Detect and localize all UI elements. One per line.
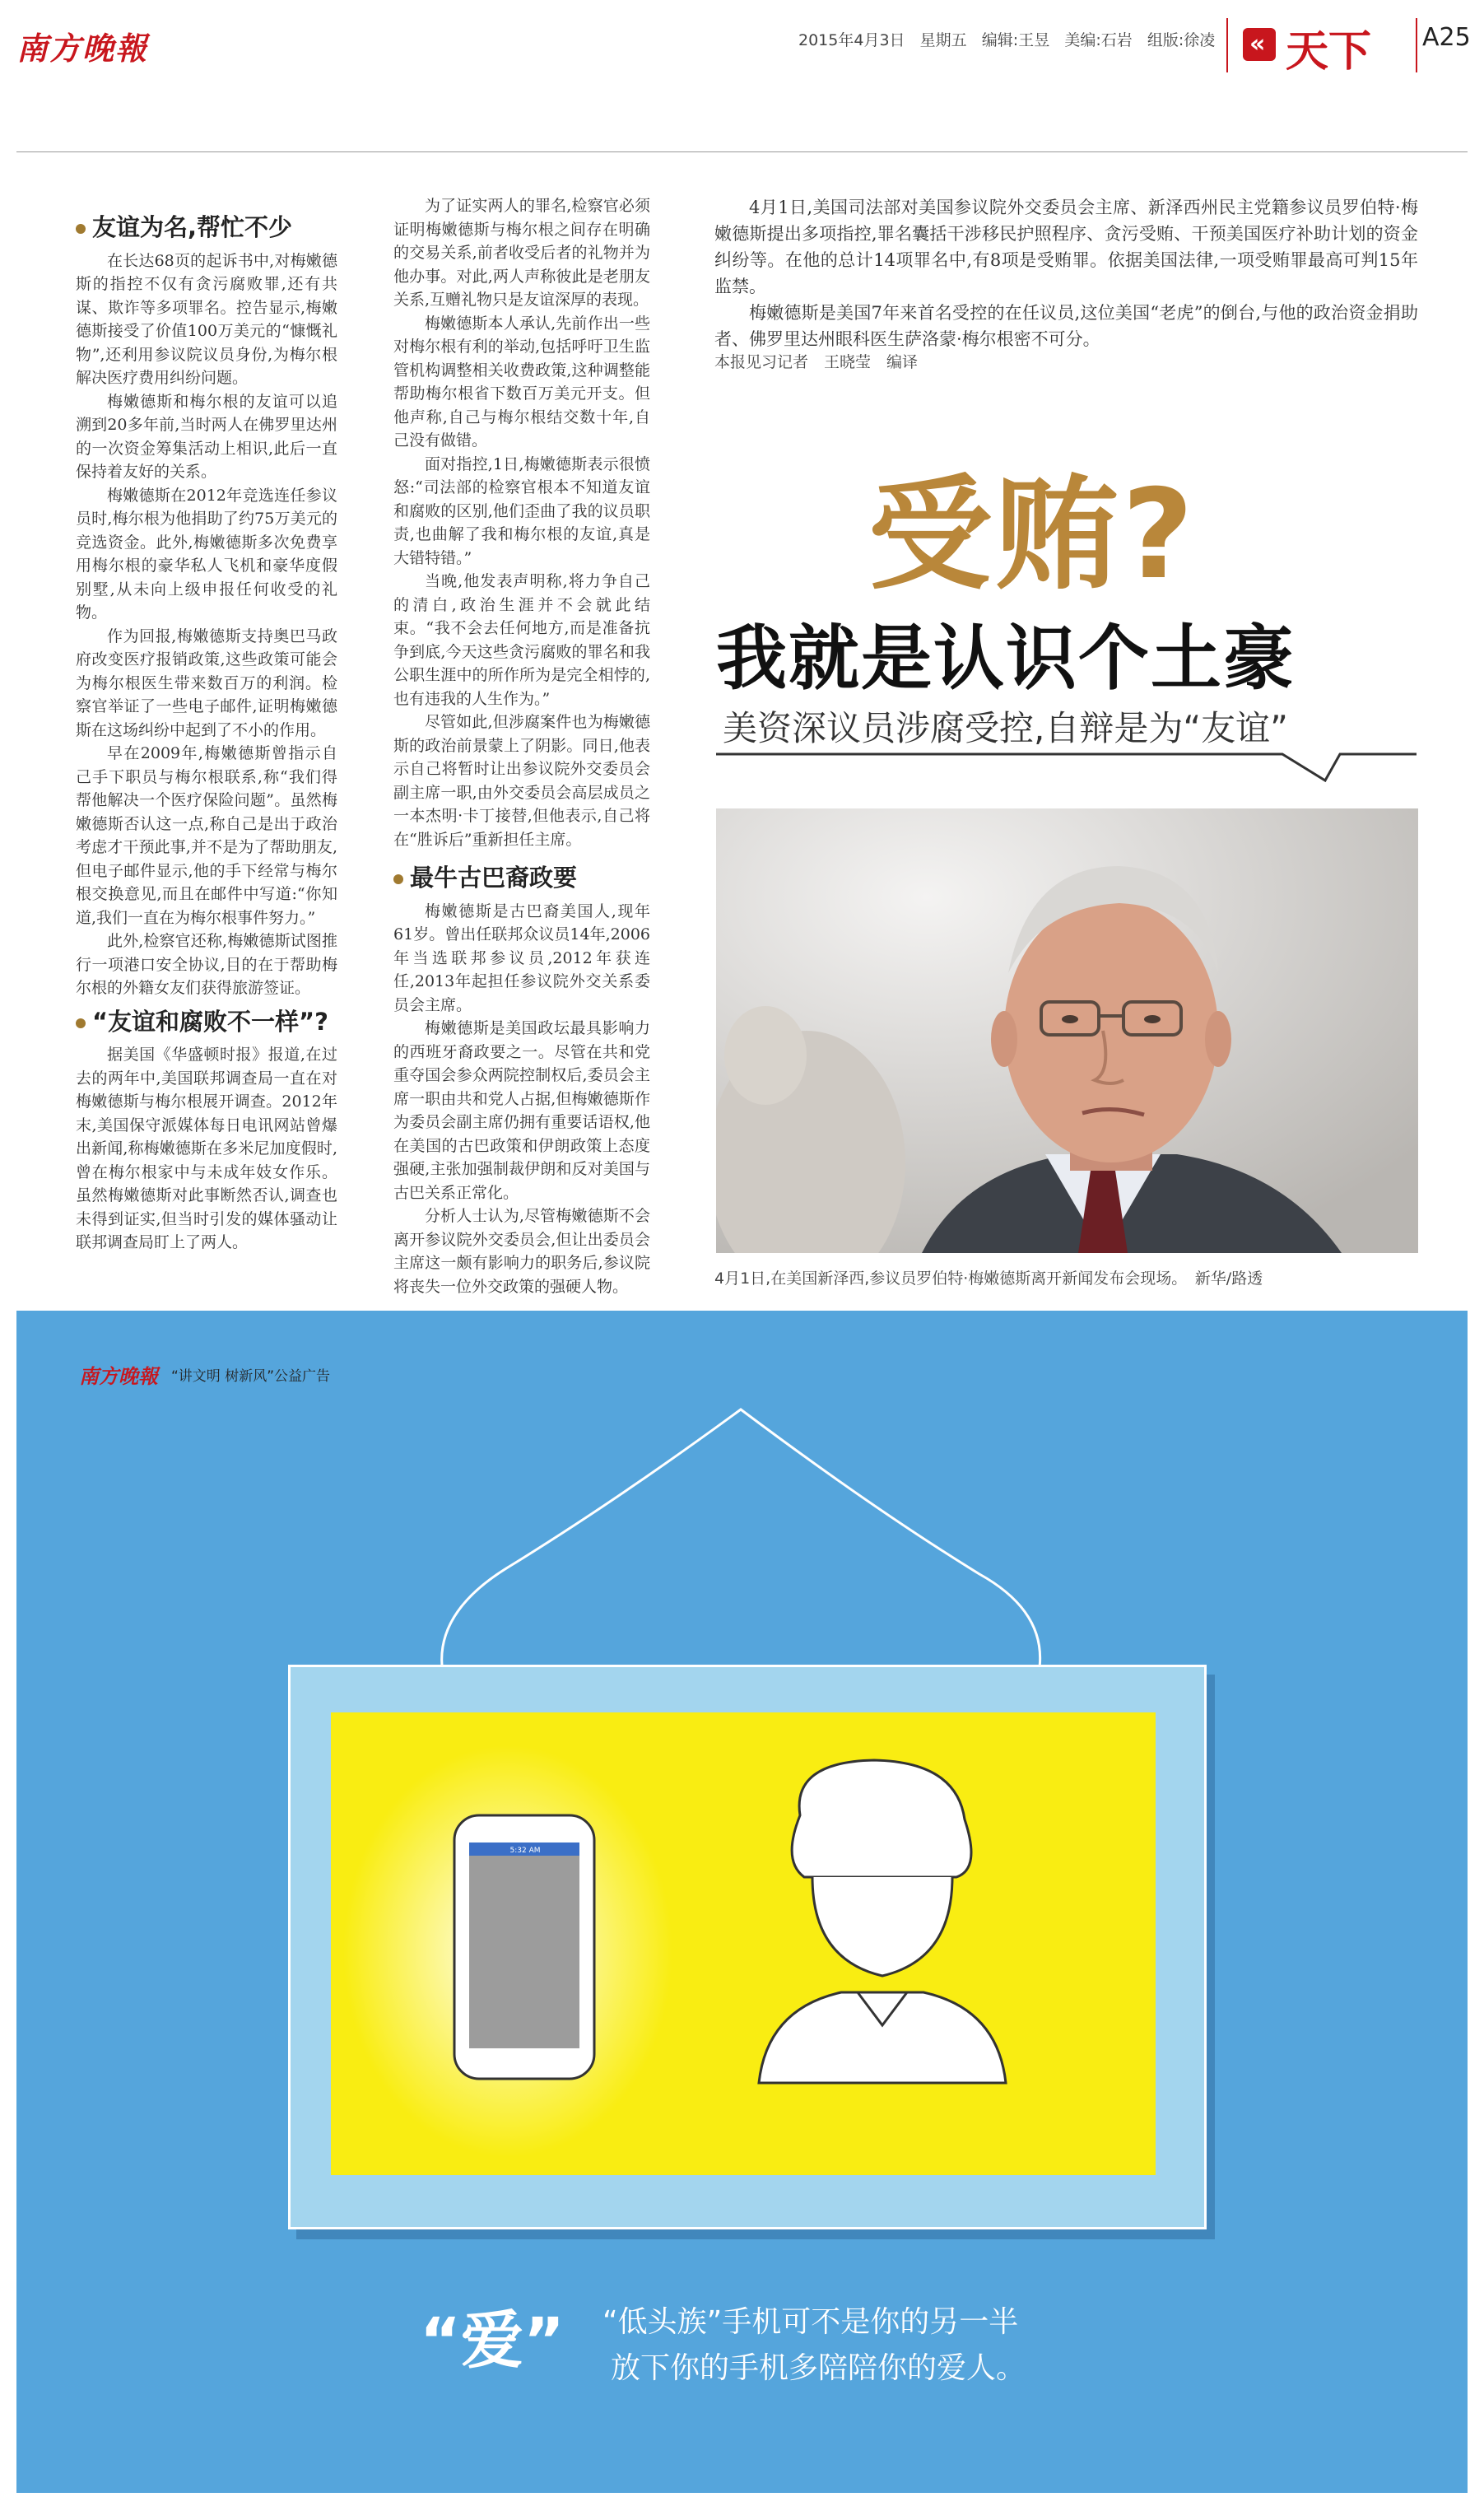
section-name: 天下 bbox=[1286, 27, 1372, 77]
editor-credit: 编辑:王昱 bbox=[981, 31, 1050, 49]
art-editor-credit: 美编:石岩 bbox=[1064, 31, 1133, 49]
paragraph: 作为回报,梅嫩德斯支持奥巴马政府改变医疗报销政策,这些政策可能会为梅尔根医生带来数百万的利润。检察官举证了一些电子邮件,证明梅嫩德斯在这场纠纷中起到了不小的作用。 bbox=[76, 627, 337, 739]
paragraph: 分析人士认为,尽管梅嫩德斯不会离开参议院外交委员会,但让出委员会主席这一颇有影响力的职务后,参议院将丧失一位外交政策的强硬人物。 bbox=[393, 1207, 650, 1296]
ad-tag: “讲文明 树新风”公益广告 bbox=[171, 1368, 331, 1385]
paragraph: 早在2009年,梅嫩德斯曾指示自己手下职员与梅尔根联系,称“我们得帮他解决一个医疗保险问题”。虽然梅嫩德斯否认这一点,称自己是出于政治考虑才干预此事,并不是为了帮助朋友,但电子邮件显示,他的手下经常与梅尔根交换意见,而且在邮件中写道:“你知道,我们一直在为梅尔根事件努力。” bbox=[76, 744, 337, 927]
issue-date: 2015年4月3日 bbox=[798, 31, 905, 49]
article-lead bbox=[714, 194, 1418, 352]
smartphone-and-person-illustration bbox=[331, 1712, 1156, 2175]
paragraph: 据美国《华盛顿时报》报道,在过去的两年中,美国联邦调查局一直在对梅嫩德斯与梅尔根展开调查。2012年末,美国保守派媒体每日电讯网站曾爆出新闻,称梅嫩德斯在多米尼加度假时,曾在梅尔根家中与未成年妓女作乐。虽然梅嫩德斯对此事断然否认,调查也未得到证实,但当时引发的媒体骚动让联邦调查局盯上了两人。 bbox=[76, 1046, 337, 1251]
paragraph: 梅嫩德斯是古巴裔美国人,现年61岁。曾出任联邦众议员14年,2006年当选联邦参议员,2012年获连任,2013年起担任参议院外交关系委员会主席。 bbox=[393, 901, 650, 1014]
paragraph: 在长达68页的起诉书中,对梅嫩德斯的指控不仅有贪污腐败罪,还有共谋、欺诈等多项罪名。控告显示,梅嫩德斯接受了价值100万美元的“慷慨礼物”,还利用参议院议员身份,为梅尔根解决医疗费用纠纷问题。 bbox=[76, 251, 337, 387]
chevron-left-icon: « bbox=[1243, 28, 1276, 61]
paragraph: 梅嫩德斯本人承认,先前作出一些对梅尔根有利的举动,包括呼吁卫生监管机构调整相关收费政策,这种调整能帮助梅尔根省下数百万美元开支。但他声称,自己与梅尔根结交数十年,自己没有做错。 bbox=[393, 314, 650, 450]
issue-weekday: 星期五 bbox=[919, 31, 967, 49]
paragraph: 面对指控,1日,梅嫩德斯表示很愤怒:“司法部的检察官根本不知道友谊和腐败的区别,他们歪曲了我的议员职责,也曲解了我和梅尔根的友谊,真是大错特错。” bbox=[393, 454, 650, 567]
masthead-logo: 南方晚報 bbox=[16, 30, 149, 67]
paragraph: 此外,检察官还称,梅嫩德斯试图推行一项港口安全协议,目的在于帮助梅尔根的外籍女友们获得旅游签证。 bbox=[76, 932, 337, 997]
header-meta bbox=[798, 28, 1215, 50]
bullet-icon bbox=[393, 874, 403, 884]
photo-caption: 4月1日,在美国新泽西,参议员罗伯特·梅嫩德斯离开新闻发布会现场。 新华/路透 bbox=[714, 1269, 1263, 1288]
slogan-love: “爱” bbox=[420, 2304, 565, 2377]
headline-question: 受贿? bbox=[868, 464, 1198, 607]
paragraph: 当晚,他发表声明称,将力争自己的清白,政治生涯并不会就此结束。“我不会去任何地方,而是准备抗争到底,今天这些贪污腐败的罪名和我公职生涯中的所作所为是完全相悖的,也有违我的人生作为。” bbox=[393, 572, 650, 708]
lead-paragraph: 梅嫩德斯是美国7年来首名受控的在任议员,这位美国“老虎”的倒台,与他的政治资金捐助者、佛罗里达州眼科医生萨洛蒙·梅尔根密不可分。 bbox=[714, 303, 1418, 349]
speech-bubble-line bbox=[714, 751, 1418, 784]
paragraph: 梅嫩德斯是美国政坛最具影响力的西班牙裔政要之一。尽管在共和党重夺国会参众两院控制权后,委员会主席一职由共和党人占据,但梅嫩德斯作为委员会副主席仍拥有重要话语权,他在美国的古巴政策和伊朗政策上态度强硬,主张加强制裁伊朗和反对美国与古巴关系正常化。 bbox=[393, 1019, 650, 1202]
senator-photo bbox=[716, 808, 1418, 1253]
hanging-string-icon bbox=[412, 1401, 1070, 1698]
paragraph: 梅嫩德斯在2012年竞选连任参议员时,梅尔根为他捐助了约75万美元的竞选资金。此外,梅嫩德斯多次免费享用梅尔根的豪华私人飞机和豪华度假别墅,从未向上级申报任何收受的礼物。 bbox=[76, 486, 337, 622]
article-column-2 bbox=[393, 194, 650, 1298]
subhead-friendship-vs-corruption: “友谊和腐败不一样”? bbox=[76, 1010, 337, 1034]
byline: 本报见习记者 王晓莹 编译 bbox=[714, 353, 919, 371]
subhead-friendship: 友谊为名,帮忙不少 bbox=[76, 216, 337, 240]
paragraph: 为了证实两人的罪名,检察官必须证明梅嫩德斯与梅尔根之间存在明确的交易关系,前者收受后者的礼物并为他办事。对此,两人声称彼此是老朋友关系,互赠礼物只是友谊深厚的表现。 bbox=[393, 197, 650, 309]
headline-main: 我就是认识个土豪 bbox=[716, 617, 1296, 700]
paragraph: 梅嫩德斯和梅尔根的友谊可以追溯到20多年前,当时两人在佛罗里达州的一次资金筹集活动上相识,此后一直保持着友好的关系。 bbox=[76, 392, 337, 481]
headline-sub: 美资深议员涉腐受控,自辩是为“友谊” bbox=[723, 708, 1288, 748]
bullet-icon bbox=[76, 1018, 86, 1028]
subhead-cuban-politician: 最牛古巴裔政要 bbox=[393, 866, 650, 890]
ad-logo: 南方晚報 bbox=[79, 1364, 158, 1388]
page-number: A25 bbox=[1422, 23, 1471, 52]
svg-text:5:32 AM: 5:32 AM bbox=[509, 1847, 541, 1855]
portrait-illustration bbox=[716, 808, 1418, 1253]
paragraph: 尽管如此,但涉腐案件也为梅嫩德斯的政治前景蒙上了阴影。同日,他表示自己将暂时让出参议院外交委员会副主席一职,由外交委员会高层成员之一本杰明·卡丁接替,但他表示,自己将在“胜诉后”重新担任主席。 bbox=[393, 713, 650, 849]
lead-paragraph: 4月1日,美国司法部对美国参议院外交委员会主席、新泽西州民主党籍参议员罗伯特·梅嫩德斯提出多项指控,罪名囊括干涉移民护照程序、贪污受贿、干预美国医疗补助计划的资金纠纷等。在他的总计14项罪名中,有8项是受贿罪。依据美国法律,一项受贿罪最高可判15年监禁。 bbox=[714, 198, 1418, 296]
slogan-line-1: “低头族”手机可不是你的另一半 bbox=[602, 2305, 1019, 2339]
public-service-ad bbox=[16, 1311, 1468, 2493]
bullet-icon bbox=[76, 224, 86, 234]
article-column-1 bbox=[76, 204, 337, 1255]
slogan-line-2: 放下你的手机多陪陪你的爱人。 bbox=[611, 2351, 1026, 2385]
header-rule bbox=[16, 151, 1468, 152]
layout-credit: 组版:徐凌 bbox=[1147, 31, 1216, 49]
